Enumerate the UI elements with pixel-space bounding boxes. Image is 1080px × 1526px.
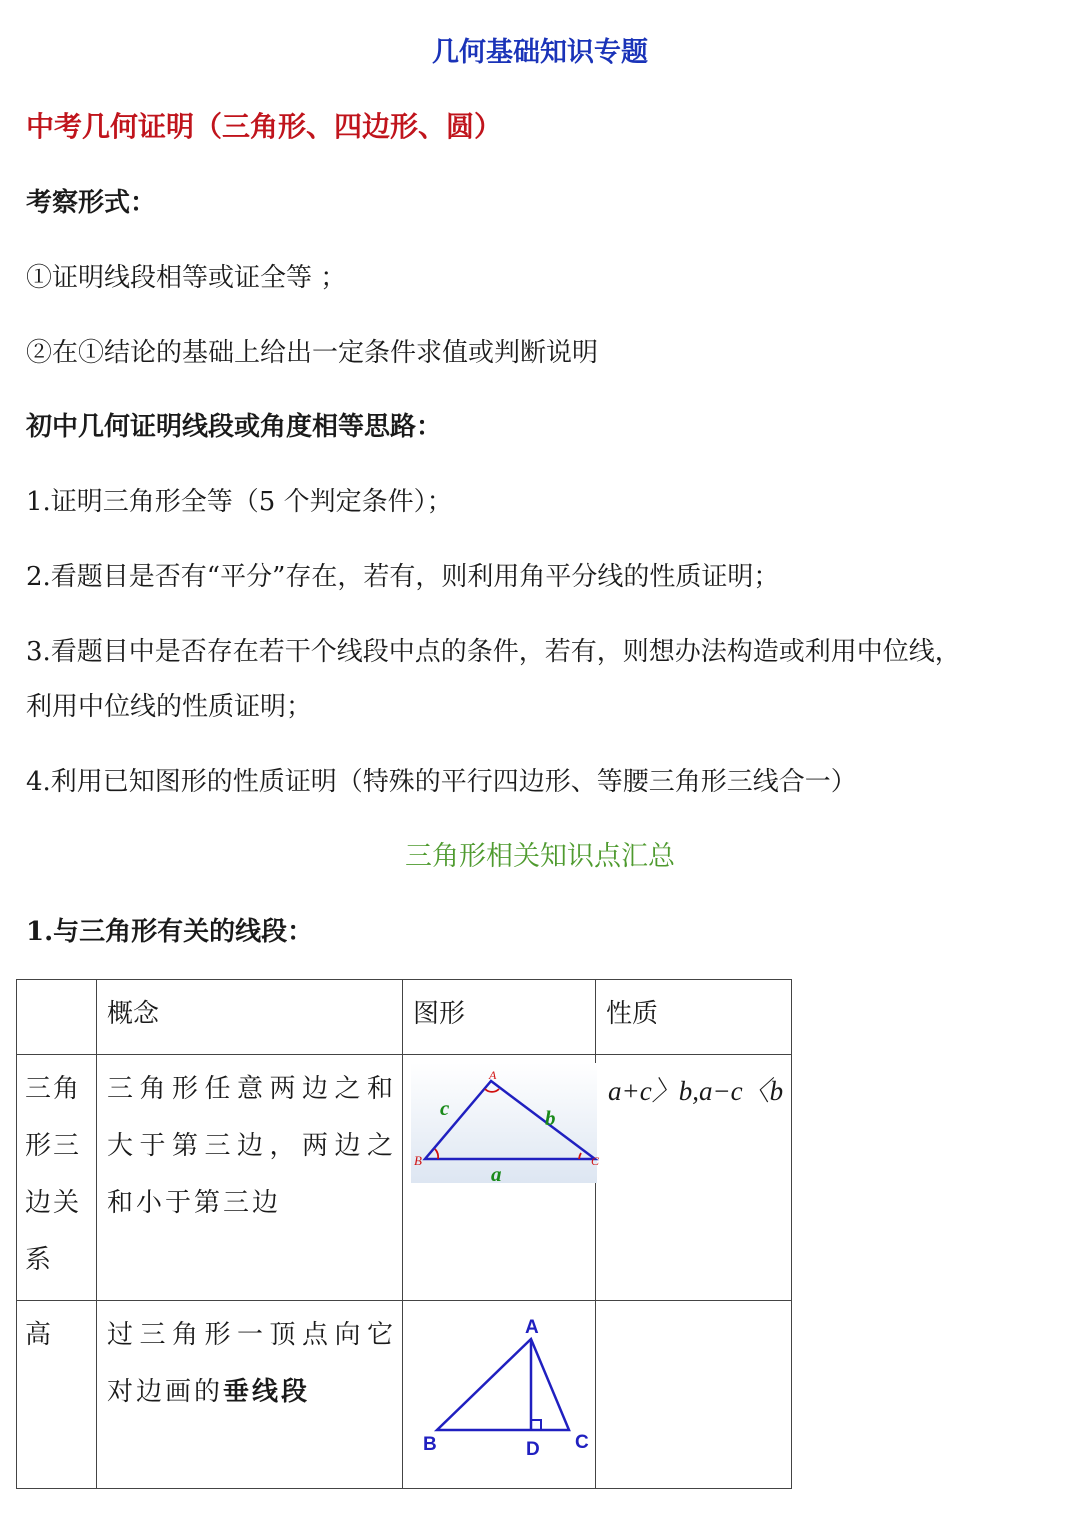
header-label: 图形 (413, 999, 466, 1029)
table-header-row (17, 980, 792, 1055)
concept-text: 三角形任意两边之和大于第三边，两边之和小于第三边 (107, 1074, 396, 1218)
property-cell (596, 1301, 792, 1489)
header-cell-property (596, 980, 792, 1055)
figure-cell (403, 1301, 596, 1489)
page-title: 几何基础知识专题 (432, 37, 648, 68)
vertex-label-a: A (489, 1068, 497, 1082)
concept-prefix: 过三角形一顶点向它对边画的 (107, 1320, 396, 1407)
vertex-label-a: A (525, 1317, 539, 1338)
section-heading: 1.与三角形有关的线段： (26, 917, 314, 947)
concept-text (97, 1301, 402, 1421)
header-cell-empty (17, 980, 97, 1055)
section-title: 三角形相关知识点汇总 (405, 841, 675, 872)
property-formula: a+c〉b,a−c〈b (608, 1076, 784, 1106)
row-name: 高 (25, 1320, 52, 1350)
right-angle-mark (531, 1420, 541, 1430)
exam-form-item: ①证明线段相等或证全等 ； (26, 263, 347, 293)
vertex-label-b: B (423, 1434, 437, 1455)
header-cell-concept (97, 980, 403, 1055)
property-cell (596, 1055, 792, 1301)
row-name-line: 系 (25, 1245, 54, 1275)
figure-cell (403, 1055, 600, 1301)
approach-heading: 初中几何证明线段或角度相等思路： (26, 412, 443, 442)
concept-cell (97, 1301, 403, 1489)
row-name-cell (17, 1055, 97, 1301)
header-cell-figure (403, 980, 596, 1055)
triangle-sides-figure (411, 1063, 600, 1186)
table-row (17, 1055, 792, 1301)
side-label-a: a (491, 1162, 502, 1186)
vertex-label-c: C (591, 1154, 600, 1168)
header-label: 性质 (606, 999, 659, 1029)
exam-form-item: ②在①结论的基础上给出一定条件求值或判断说明 (26, 338, 599, 368)
page-subtitle: 中考几何证明（三角形、四边形、圆） (26, 110, 503, 143)
side-label-b: b (545, 1106, 556, 1130)
vertex-label-c: C (575, 1432, 589, 1453)
exam-form-heading: 考察形式： (26, 188, 157, 218)
approach-item: 2.看题目是否有“平分”存在，若有，则利用角平分线的性质证明； (26, 562, 780, 592)
row-name-cell (17, 1301, 97, 1489)
row-name-line: 三角 (25, 1074, 82, 1104)
side-label-c: c (440, 1096, 450, 1120)
concept-cell (97, 1055, 403, 1301)
foot-label-d: D (526, 1439, 540, 1460)
row-name-line: 形三 (25, 1131, 82, 1161)
table-row (17, 1301, 792, 1489)
concept-bold-term: 垂线段 (223, 1377, 311, 1407)
approach-item: 4.利用已知图形的性质证明（特殊的平行四边形、等腰三角形三线合一） (26, 767, 857, 797)
triangle-segments-table (16, 979, 792, 1489)
approach-item-continued: 利用中位线的性质证明； (26, 692, 313, 722)
approach-item: 1.证明三角形全等（5 个判定条件）； (26, 487, 453, 517)
header-label: 概念 (107, 999, 160, 1029)
triangle-altitude-figure (407, 1315, 597, 1465)
row-name-line: 边关 (25, 1188, 82, 1218)
vertex-label-b: B (414, 1153, 422, 1168)
property-text (596, 1301, 791, 1309)
approach-item: 3.看题目中是否存在若干个线段中点的条件，若有，则想办法构造或利用中位线， (26, 637, 961, 667)
